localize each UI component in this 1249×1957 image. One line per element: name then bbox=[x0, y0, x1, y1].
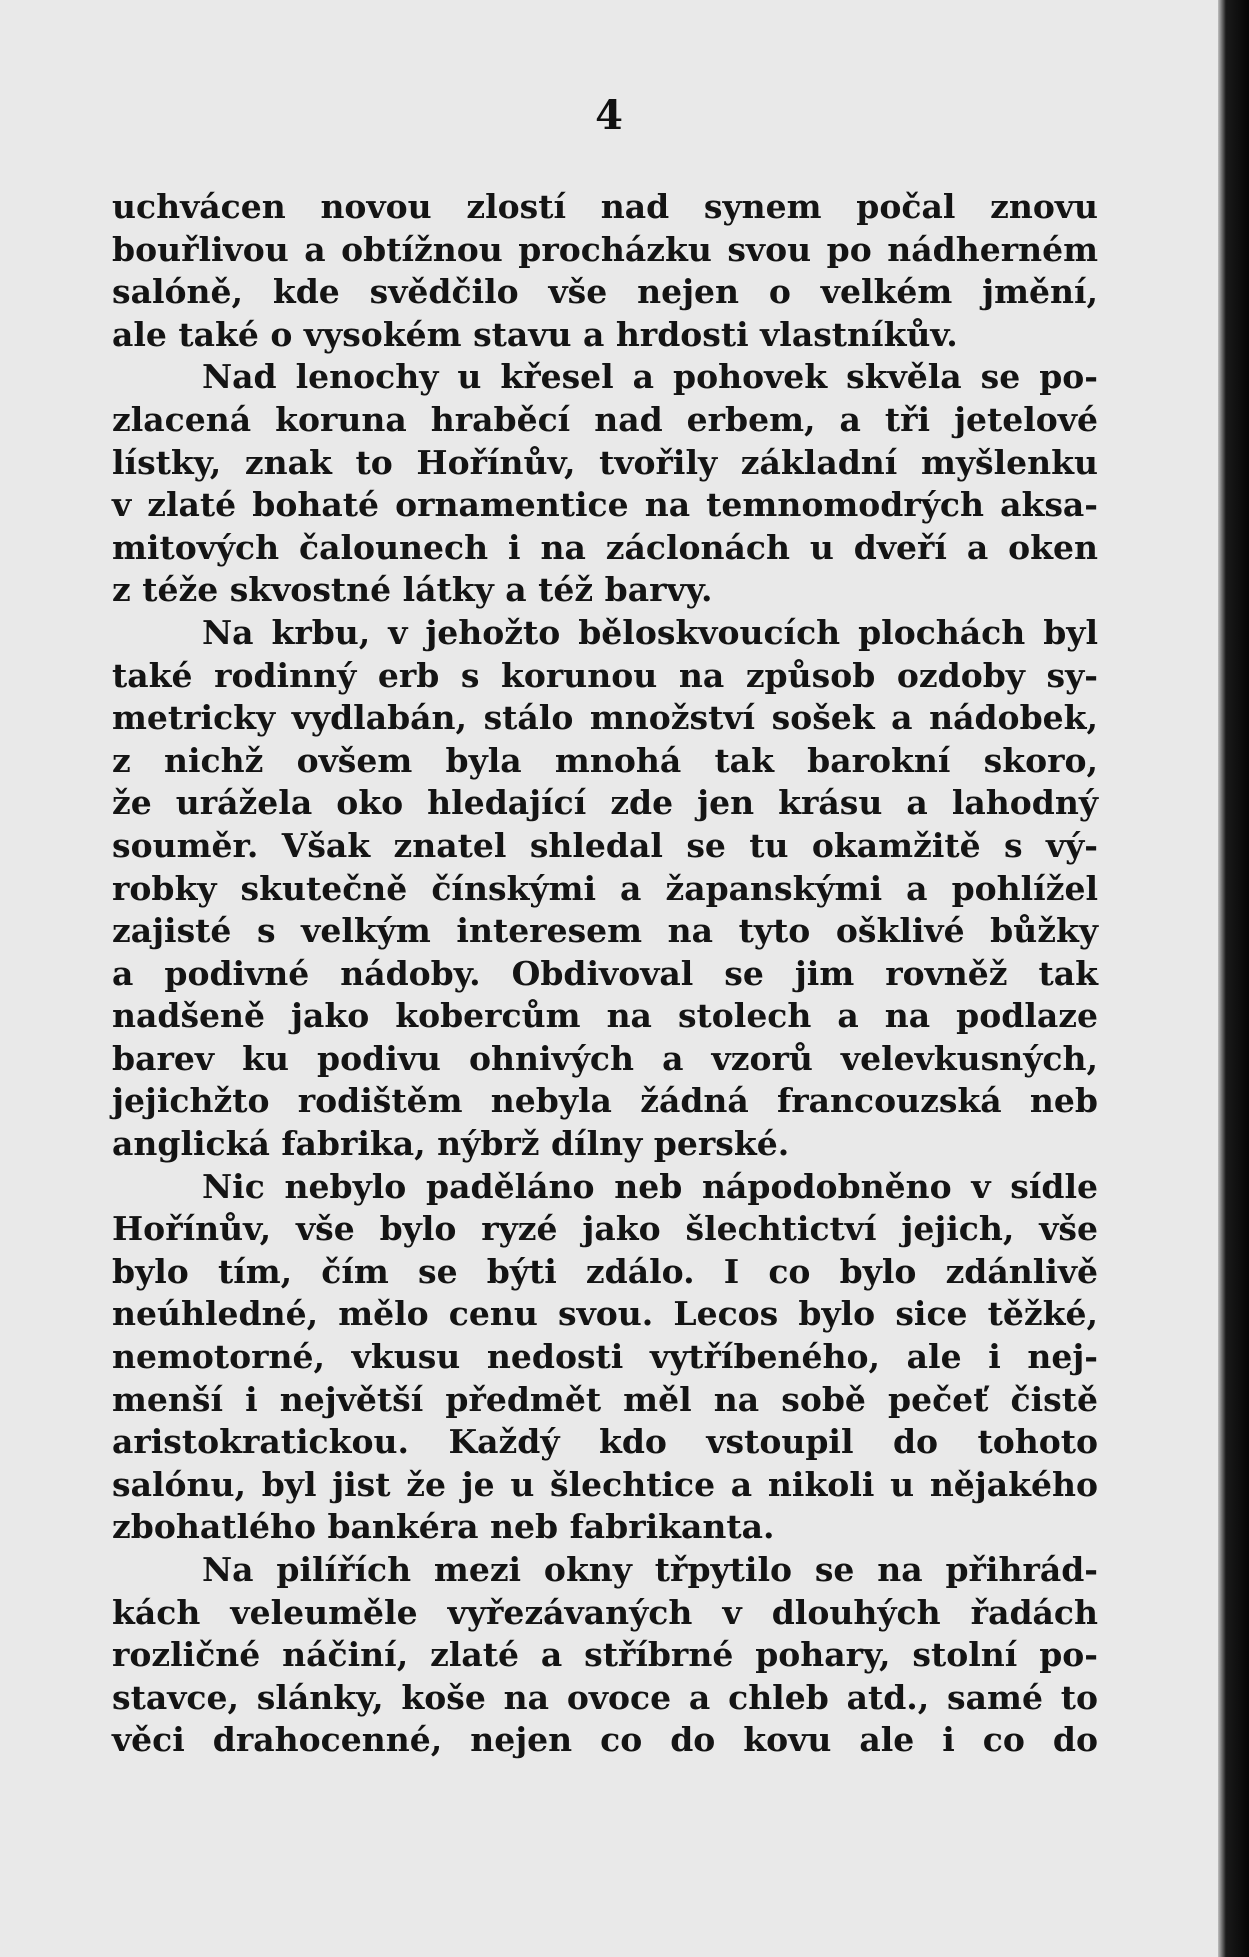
text-line: bylo tím, čím se býti zdálo. I co bylo zdánlivě bbox=[112, 1251, 1098, 1291]
text-line: že urážela oko hledající zde jen krásu a lahodný bbox=[112, 783, 1098, 823]
text-line: menší i největší předmět měl na sobě pečeť čistě bbox=[112, 1379, 1098, 1419]
text-line: salónu, byl jist že je u šlechtice a nikoli u nějakého bbox=[112, 1464, 1098, 1504]
text-line: lístky, znak to Hořínův, tvořily základní myšlenku bbox=[112, 442, 1098, 482]
text-line: nadšeně jako kobercům na stolech a na podlaze bbox=[112, 996, 1098, 1036]
text-line: rozličné náčiní, zlaté a stříbrné pohary, stolní po- bbox=[112, 1635, 1098, 1675]
text-line: zbohatlého bankéra neb fabrikanta. bbox=[112, 1507, 775, 1547]
text-line: věci drahocenné, nejen co do kovu ale i co do bbox=[112, 1720, 1098, 1760]
text-line: stavce, slánky, koše na ovoce a chleb atd., samé to bbox=[112, 1677, 1098, 1717]
text-line: jejichžto rodištěm nebyla žádná francouzská neb bbox=[112, 1081, 1098, 1121]
text-line: souměr. Však znatel shledal se tu okamžitě s vý- bbox=[112, 825, 1098, 865]
text-line: neúhledné, mělo cenu svou. Lecos bylo sice těžké, bbox=[112, 1294, 1098, 1334]
text-line: Nic nebylo paděláno neb nápodobněno v sídle bbox=[202, 1166, 1098, 1206]
text-line: uchvácen novou zlostí nad synem počal znovu bbox=[112, 187, 1098, 226]
text-line: mitových čalounech i na záclonách u dveří a oken bbox=[112, 527, 1098, 567]
text-line: salóně, kde svědčilo vše nejen o velkém jmění, bbox=[112, 272, 1098, 312]
text-line: také rodinný erb s korunou na způsob ozdoby sy- bbox=[112, 655, 1098, 695]
text-line: Na pilířích mezi okny třpytilo se na přihrád- bbox=[202, 1550, 1098, 1589]
text-line: kách veleuměle vyřezávaných v dlouhých řadách bbox=[112, 1592, 1098, 1632]
text-line: a podivné nádoby. Obdivoval se jim rovněž tak bbox=[112, 953, 1098, 993]
text-line: Hořínův, vše bylo ryzé jako šlechtictví jejich, vše bbox=[112, 1209, 1098, 1249]
page-number: 4 bbox=[595, 92, 623, 139]
body-text bbox=[112, 186, 1098, 1762]
page-edge-shadow bbox=[1218, 0, 1249, 1957]
text-line: z nichž ovšem byla mnohá tak barokní skoro, bbox=[112, 740, 1098, 780]
text-line: zajisté s velkým interesem na tyto ošklivé bůžky bbox=[112, 911, 1098, 951]
text-line: robky skutečně čínskými a žapanskými a pohlížel bbox=[112, 868, 1098, 908]
text-line: Na krbu, v jehožto běloskvoucích plochách byl bbox=[202, 612, 1098, 652]
text-line: ale také o vysokém stavu a hrdosti vlastníkův. bbox=[112, 314, 958, 354]
text-line: v zlaté bohaté ornamentice na temnomodrých aksa- bbox=[112, 485, 1098, 525]
text-line: nemotorné, vkusu nedosti vytříbeného, ale i nej- bbox=[112, 1337, 1098, 1377]
text-line: z téže skvostné látky a též barvy. bbox=[112, 570, 713, 610]
text-line: aristokratickou. Každý kdo vstoupil do tohoto bbox=[112, 1422, 1098, 1462]
text-line: barev ku podivu ohnivých a vzorů velevkusných, bbox=[112, 1038, 1098, 1078]
text-line: bouřlivou a obtížnou procházku svou po nádherném bbox=[112, 229, 1098, 269]
text-line: metricky vydlabán, stálo množství sošek a nádobek, bbox=[112, 698, 1098, 738]
text-line: anglická fabrika, nýbrž dílny perské. bbox=[112, 1124, 790, 1164]
text-line: Nad lenochy u křesel a pohovek skvěla se po- bbox=[202, 357, 1098, 397]
text-line: zlacená koruna hraběcí nad erbem, a tři jetelové bbox=[112, 399, 1098, 439]
